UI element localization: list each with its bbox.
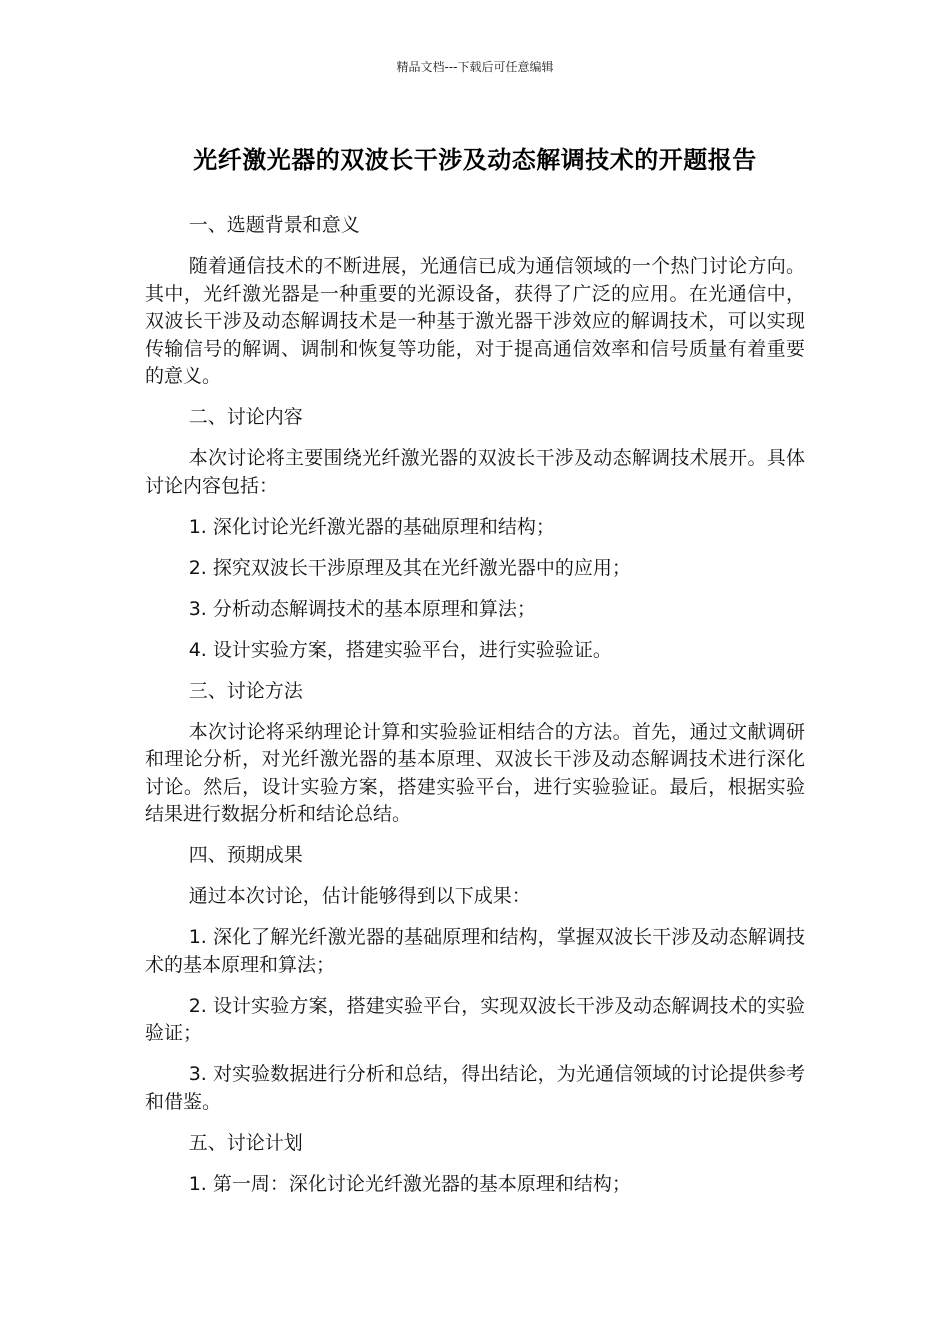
list-item-content-4: 4. 设计实验方案，搭建实验平台，进行实验验证。 — [188, 638, 612, 661]
list-item-plan-1: 1. 第一周：深化讨论光纤激光器的基本原理和结构； — [188, 1172, 631, 1195]
document-body — [145, 212, 805, 1212]
document-title: 光纤激光器的双波长干涉及动态解调技术的开题报告 — [193, 146, 757, 174]
section-heading-background: 一、选题背景和意义 — [188, 214, 360, 236]
list-item-content-1: 1. 深化讨论光纤激光器的基础原理和结构； — [188, 515, 555, 538]
section-heading-method: 三、讨论方法 — [188, 679, 303, 702]
paragraph-method: 本次讨论将采纳理论计算和实验验证相结合的方法。首先，通过文献调研和理论分析，对光纤激光器的基本原理、双波长干涉及动态解调技术进行深化讨论。然后，设计实验方案，搭建实验平台，进行实验验证。最后，根据实验结果进行数据分析和结论总结。 — [145, 720, 805, 825]
section-heading-content: 二、讨论内容 — [188, 406, 303, 428]
section-heading-plan: 五、讨论计划 — [188, 1131, 303, 1154]
paragraph-outcomes-intro: 通过本次讨论，估计能够得到以下成果： — [188, 885, 531, 907]
list-item-outcome-3: 3. 对实验数据进行分析和总结，得出结论，为光通信领域的讨论提供参考和借鉴。 — [145, 1063, 805, 1113]
page-header-note: 精品文档---下载后可任意编辑 — [396, 60, 554, 74]
paragraph-background: 随着通信技术的不断进展，光通信已成为通信领域的一个热门讨论方向。其中，光纤激光器是一种重要的光源设备，获得了广泛的应用。在光通信中，双波长干涉及动态解调技术是一种基于激光器干涉效应的解调技术，可以实现传输信号的解调、调制和恢复等功能，对于提高通信效率和信号质量有着重要的意义。 — [145, 255, 805, 387]
list-item-outcome-2: 2. 设计实验方案，搭建实验平台，实现双波长干涉及动态解调技术的实验验证； — [145, 994, 805, 1044]
section-heading-outcomes: 四、预期成果 — [188, 844, 303, 866]
paragraph-content-intro: 本次讨论将主要围绕光纤激光器的双波长干涉及动态解调技术展开。具体讨论内容包括： — [145, 447, 805, 497]
list-item-outcome-1: 1. 深化了解光纤激光器的基础原理和结构，掌握双波长干涉及动态解调技术的基本原理和算法； — [145, 926, 805, 976]
list-item-content-3: 3. 分析动态解调技术的基本原理和算法； — [188, 597, 536, 620]
list-item-content-2: 2. 探究双波长干涉原理及其在光纤激光器中的应用； — [188, 556, 631, 579]
